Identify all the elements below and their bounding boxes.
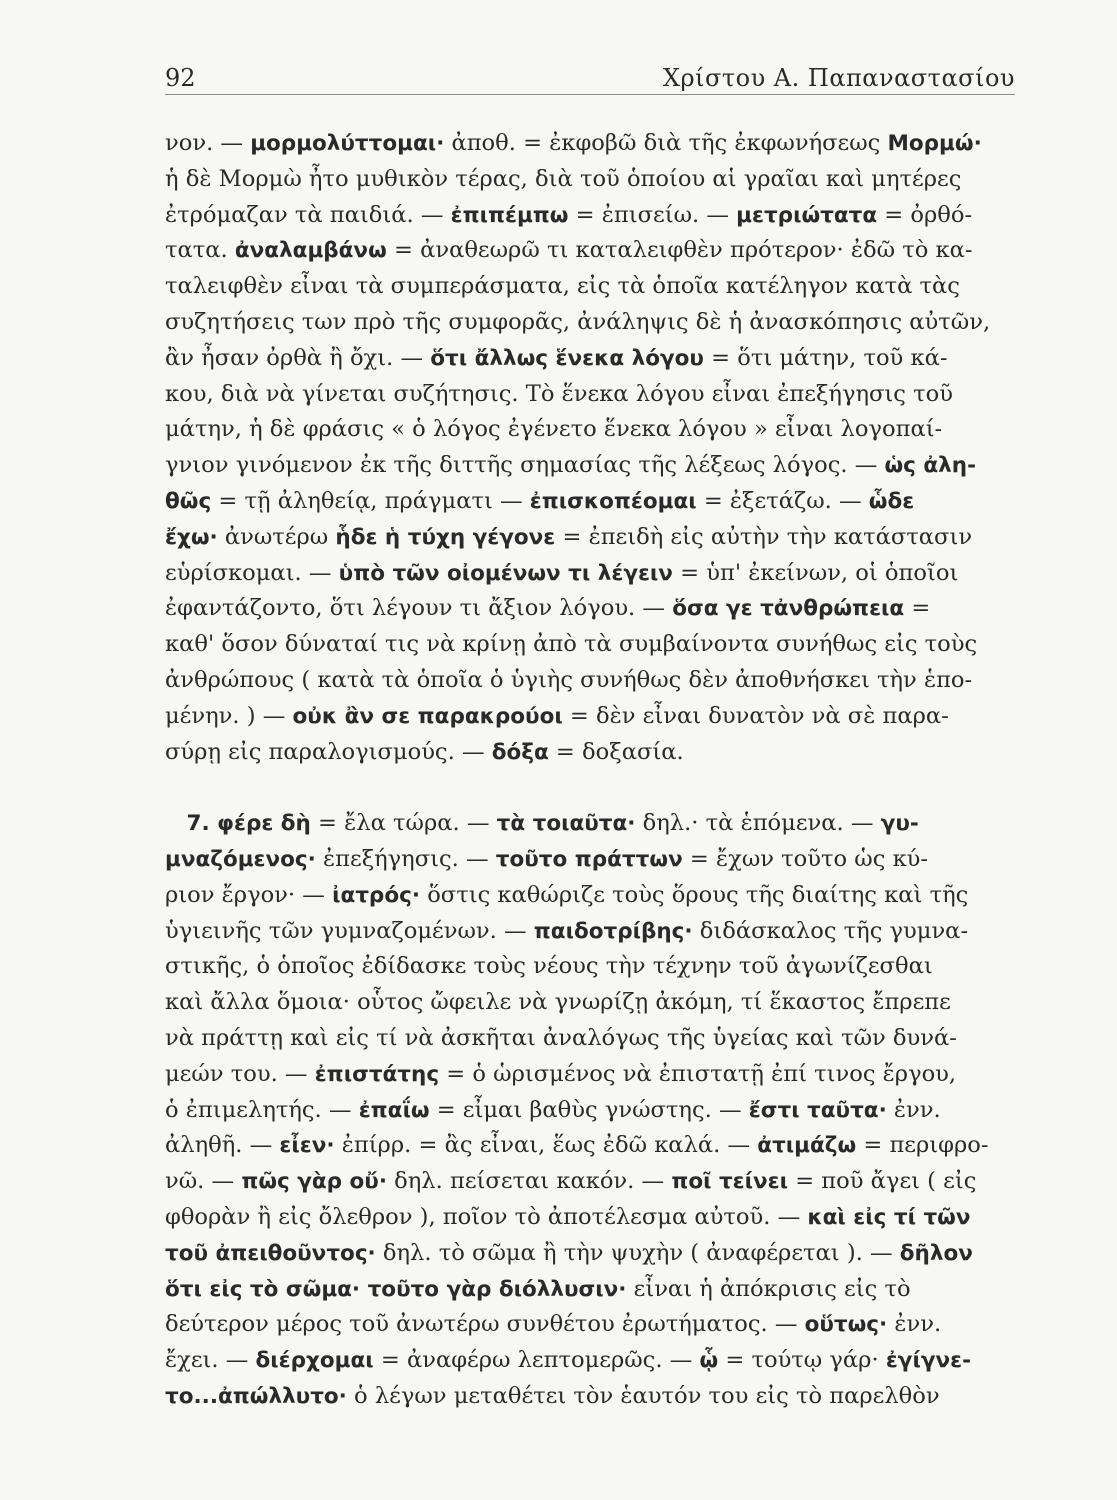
lemma-term: μναζόμενος·	[165, 846, 316, 872]
page-number: 92	[165, 64, 196, 92]
text-line: κου, διὰ νὰ γίνεται συζήτησις. Τὸ ἕνεκα λόγου εἶναι ἐπεξήγησις τοῦ	[165, 380, 953, 407]
running-head: Χρίστου Α. Παπαναστασίου	[662, 64, 1015, 92]
lemma-term: ἐπισκοπέομαι	[529, 488, 697, 514]
text-line: μναζόμενος· ἐπεξήγησις. — τοῦτο πράττων = ἔχων τοῦτο ὡς κύ-	[165, 845, 929, 872]
text-line: το...ἀπώλλυτο· ὁ λέγων μεταθέτει τὸν ἑαυτόν του εἰς τὸ παρελθὸν	[165, 1382, 940, 1409]
text-line: ἔχει. — διέρχομαι = ἀναφέρω λεπτομερῶς. — ᾧ = τούτῳ γάρ· ἐγίγνε-	[165, 1347, 971, 1374]
page-header	[165, 60, 1015, 95]
text-line: γνιον γινόμενον ἐκ τῆς διττῆς σημασίας τῆς λέξεως λόγος. — ὡς ἀλη-	[165, 452, 977, 479]
lemma-term: ἐπαΐω	[358, 1097, 430, 1123]
text-line: ἡ δὲ Μορμὼ ἦτο μυθικὸν τέρας, διὰ τοῦ ὁποίου αἱ γραῖαι καὶ μητέρες	[165, 165, 962, 192]
lemma-term: ἐπιστάτης	[314, 1061, 440, 1087]
lemma-term: οὕτως·	[804, 1312, 888, 1338]
text-line: ἐφαντάζοντο, ὅτι λέγουν τι ἄξιον λόγου. — ὅσα γε τἀνθρώπεια =	[165, 595, 931, 622]
lemma-term: ὅσα γε τἀνθρώπεια	[672, 596, 905, 622]
text-line: νον. — μορμολύττομαι· ἀποθ. = ἐκφοβῶ διὰ τῆς ἐκφωνήσεως Μορμώ·	[165, 130, 982, 156]
lemma-term: γυ-	[880, 811, 919, 837]
lemma-term: ἐγίγνε-	[885, 1348, 971, 1374]
lemma-term: ἐπιπέμπω	[450, 202, 569, 228]
lemma-term: πῶς γὰρ οὔ·	[241, 1169, 387, 1195]
text-line: ἐτρόμαζαν τὰ παιδιά. — ἐπιπέμπω = ἐπισείω. — μετριώτατα = ὀρθό-	[165, 201, 973, 228]
text-line: νῶ. — πῶς γὰρ οὔ· δηλ. πείσεται κακόν. — ποῖ τείνει = ποῦ ἄγει ( εἰς	[165, 1168, 977, 1195]
body-text	[165, 126, 1015, 1415]
lemma-term: ὡς ἀλη-	[884, 453, 977, 479]
lemma-term: τὰ τοιαῦτα·	[496, 811, 636, 837]
text-line: θῶς = τῇ ἀληθείᾳ, πράγματι — ἐπισκοπέομαι = ἐξετάζω. — ὧδε	[165, 487, 915, 514]
text-line: συζητήσεις των πρὸ τῆς συμφορᾶς, ἀνάληψις δὲ ἡ ἀνασκόπησις αὐτῶν,	[165, 308, 991, 335]
lemma-term: 7. φέρε δὴ	[186, 811, 311, 837]
lemma-term: διέρχομαι	[255, 1348, 374, 1374]
lemma-term: θῶς	[165, 488, 212, 514]
text-line: καὶ ἄλλα ὅμοια· οὗτος ὤφειλε νὰ γνωρίζῃ ἀκόμη, τί ἕκαστος ἔπρεπε	[165, 989, 951, 1016]
lemma-term: μετριώτατα	[736, 202, 878, 228]
text-line: ἔχω· ἀνωτέρω ἧδε ἡ τύχη γέγονε = ἐπειδὴ εἰς αὐτὴν τὴν κατάστασιν	[165, 523, 973, 550]
text-line: στικῆς, ὁ ὁποῖος ἐδίδασκε τοὺς νέους τὴν τέχνην τοῦ ἀγωνίζεσθαι	[165, 953, 933, 980]
lemma-term: παιδοτρίβης·	[533, 918, 693, 944]
text-line: ὅτι εἰς τὸ σῶμα· τοῦτο γὰρ διόλλυσιν· εἶναι ἡ ἀπόκρισις εἰς τὸ	[165, 1275, 911, 1302]
text-line: ἂν ἦσαν ὀρθὰ ἢ ὄχι. — ὅτι ἄλλως ἕνεκα λόγου = ὅτι μάτην, τοῦ κά-	[165, 344, 948, 371]
lemma-term: ἔστι ταῦτα·	[748, 1097, 887, 1123]
lemma-term: ᾧ	[699, 1348, 719, 1374]
text-line: τοῦ ἀπειθοῦντος· δηλ. τὸ σῶμα ἢ τὴν ψυχὴν ( ἀναφέρεται ). — δῆλον	[165, 1239, 973, 1266]
lemma-term: ποῖ τείνει	[671, 1169, 789, 1195]
lemma-term: ἰατρός·	[332, 882, 421, 908]
text-line: ὑγιεινῆς τῶν γυμναζομένων. — παιδοτρίβης· διδάσκαλος τῆς γυμνα-	[165, 917, 969, 944]
text-line: ὁ ἐπιμελητής. — ἐπαΐω = εἶμαι βαθὺς γνώστης. — ἔστι ταῦτα· ἐνν.	[165, 1096, 941, 1123]
lemma-term: ἀτιμάζω	[757, 1133, 857, 1159]
lemma-term: καὶ εἰς τί τῶν	[807, 1204, 971, 1230]
text-line: νὰ πράττῃ καὶ εἰς τί νὰ ἀσκῆται ἀναλόγως τῆς ὑγείας καὶ τῶν δυνά-	[165, 1024, 957, 1051]
lemma-term: ὑπὸ τῶν οἰομένων τι λέγειν	[338, 560, 673, 586]
lemma-term: Μορμώ·	[887, 131, 982, 156]
lemma-term: εἶεν·	[279, 1133, 335, 1159]
text-line: μάτην, ἡ δὲ φράσις « ὁ λόγος ἐγένετο ἕνεκα λόγου » εἶναι λογοπαί-	[165, 416, 943, 443]
lemma-term: ὧδε	[868, 488, 915, 514]
lemma-term: τοῦτο πράττων	[495, 846, 683, 872]
text-line: φθορὰν ἢ εἰς ὄλεθρον ), ποῖον τὸ ἀποτέλεσμα αὐτοῦ. — καὶ εἰς τί τῶν	[165, 1203, 971, 1230]
text-line: τατα. ἀναλαμβάνω = ἀναθεωρῶ τι καταλειφθὲν πρότερον· ἐδῶ τὸ κα-	[165, 237, 973, 264]
text-line: σύρῃ εἰς παραλογισμούς. — δόξα = δοξασία.	[165, 738, 684, 765]
lemma-term: δῆλον	[899, 1240, 973, 1266]
paragraph-gap	[165, 770, 1015, 806]
text-line: 7. φέρε δὴ = ἔλα τώρα. — τὰ τοιαῦτα· δηλ.· τὰ ἑπόμενα. — γυ-	[186, 810, 919, 837]
lemma-term: το...ἀπώλλυτο·	[165, 1383, 347, 1409]
text-line: εὑρίσκομαι. — ὑπὸ τῶν οἰομένων τι λέγειν = ὑπ' ἐκείνων, οἱ ὁποῖοι	[165, 559, 959, 586]
text-line: ἀληθῆ. — εἶεν· ἐπίρρ. = ἂς εἶναι, ἕως ἐδῶ καλά. — ἀτιμάζω = περιφρο-	[165, 1132, 989, 1159]
text-line: μεών του. — ἐπιστάτης = ὁ ὡρισμένος νὰ ἐπιστατῇ ἐπί τινος ἔργου,	[165, 1060, 957, 1087]
text-line: ριον ἔργον· — ἰατρός· ὅστις καθώριζε τοὺς ὅρους τῆς διαίτης καὶ τῆς	[165, 881, 969, 908]
text-line: ἀνθρώπους ( κατὰ τὰ ὁποῖα ὁ ὑγιὴς συνήθως δὲν ἀποθνήσκει τὴν ἑπο-	[165, 666, 973, 693]
lemma-term: ἔχω·	[165, 524, 218, 550]
text-line: μένην. ) — οὐκ ἂν σε παρακρούοι = δὲν εἶναι δυνατὸν νὰ σὲ παρα-	[165, 702, 949, 729]
lemma-term: ἀναλαμβάνω	[234, 238, 387, 264]
lemma-term: μορμολύττομαι·	[250, 131, 445, 156]
lemma-term: ὅτι ἄλλως ἕνεκα λόγου	[430, 345, 704, 371]
text-line: δεύτερον μέρος τοῦ ἀνωτέρω συνθέτου ἐρωτήματος. — οὕτως· ἐνν.	[165, 1311, 942, 1338]
lemma-term: ἧδε ἡ τύχη γέγονε	[335, 524, 556, 550]
lemma-term: τοῦ ἀπειθοῦντος·	[165, 1240, 376, 1266]
text-line: καθ' ὅσον δύναταί τις νὰ κρίνῃ ἀπὸ τὰ συμβαίνοντα συνήθως εἰς τοὺς	[165, 631, 978, 658]
lemma-term: δόξα	[491, 739, 549, 765]
lemma-term: οὐκ ἂν σε παρακρούοι	[292, 703, 563, 729]
lemma-term: ὅτι εἰς τὸ σῶμα· τοῦτο γὰρ διόλλυσιν·	[165, 1276, 627, 1302]
text-line: ταλειφθὲν εἶναι τὰ συμπεράσματα, εἰς τὰ ὁποῖα κατέληγον κατὰ τὰς	[165, 273, 960, 300]
